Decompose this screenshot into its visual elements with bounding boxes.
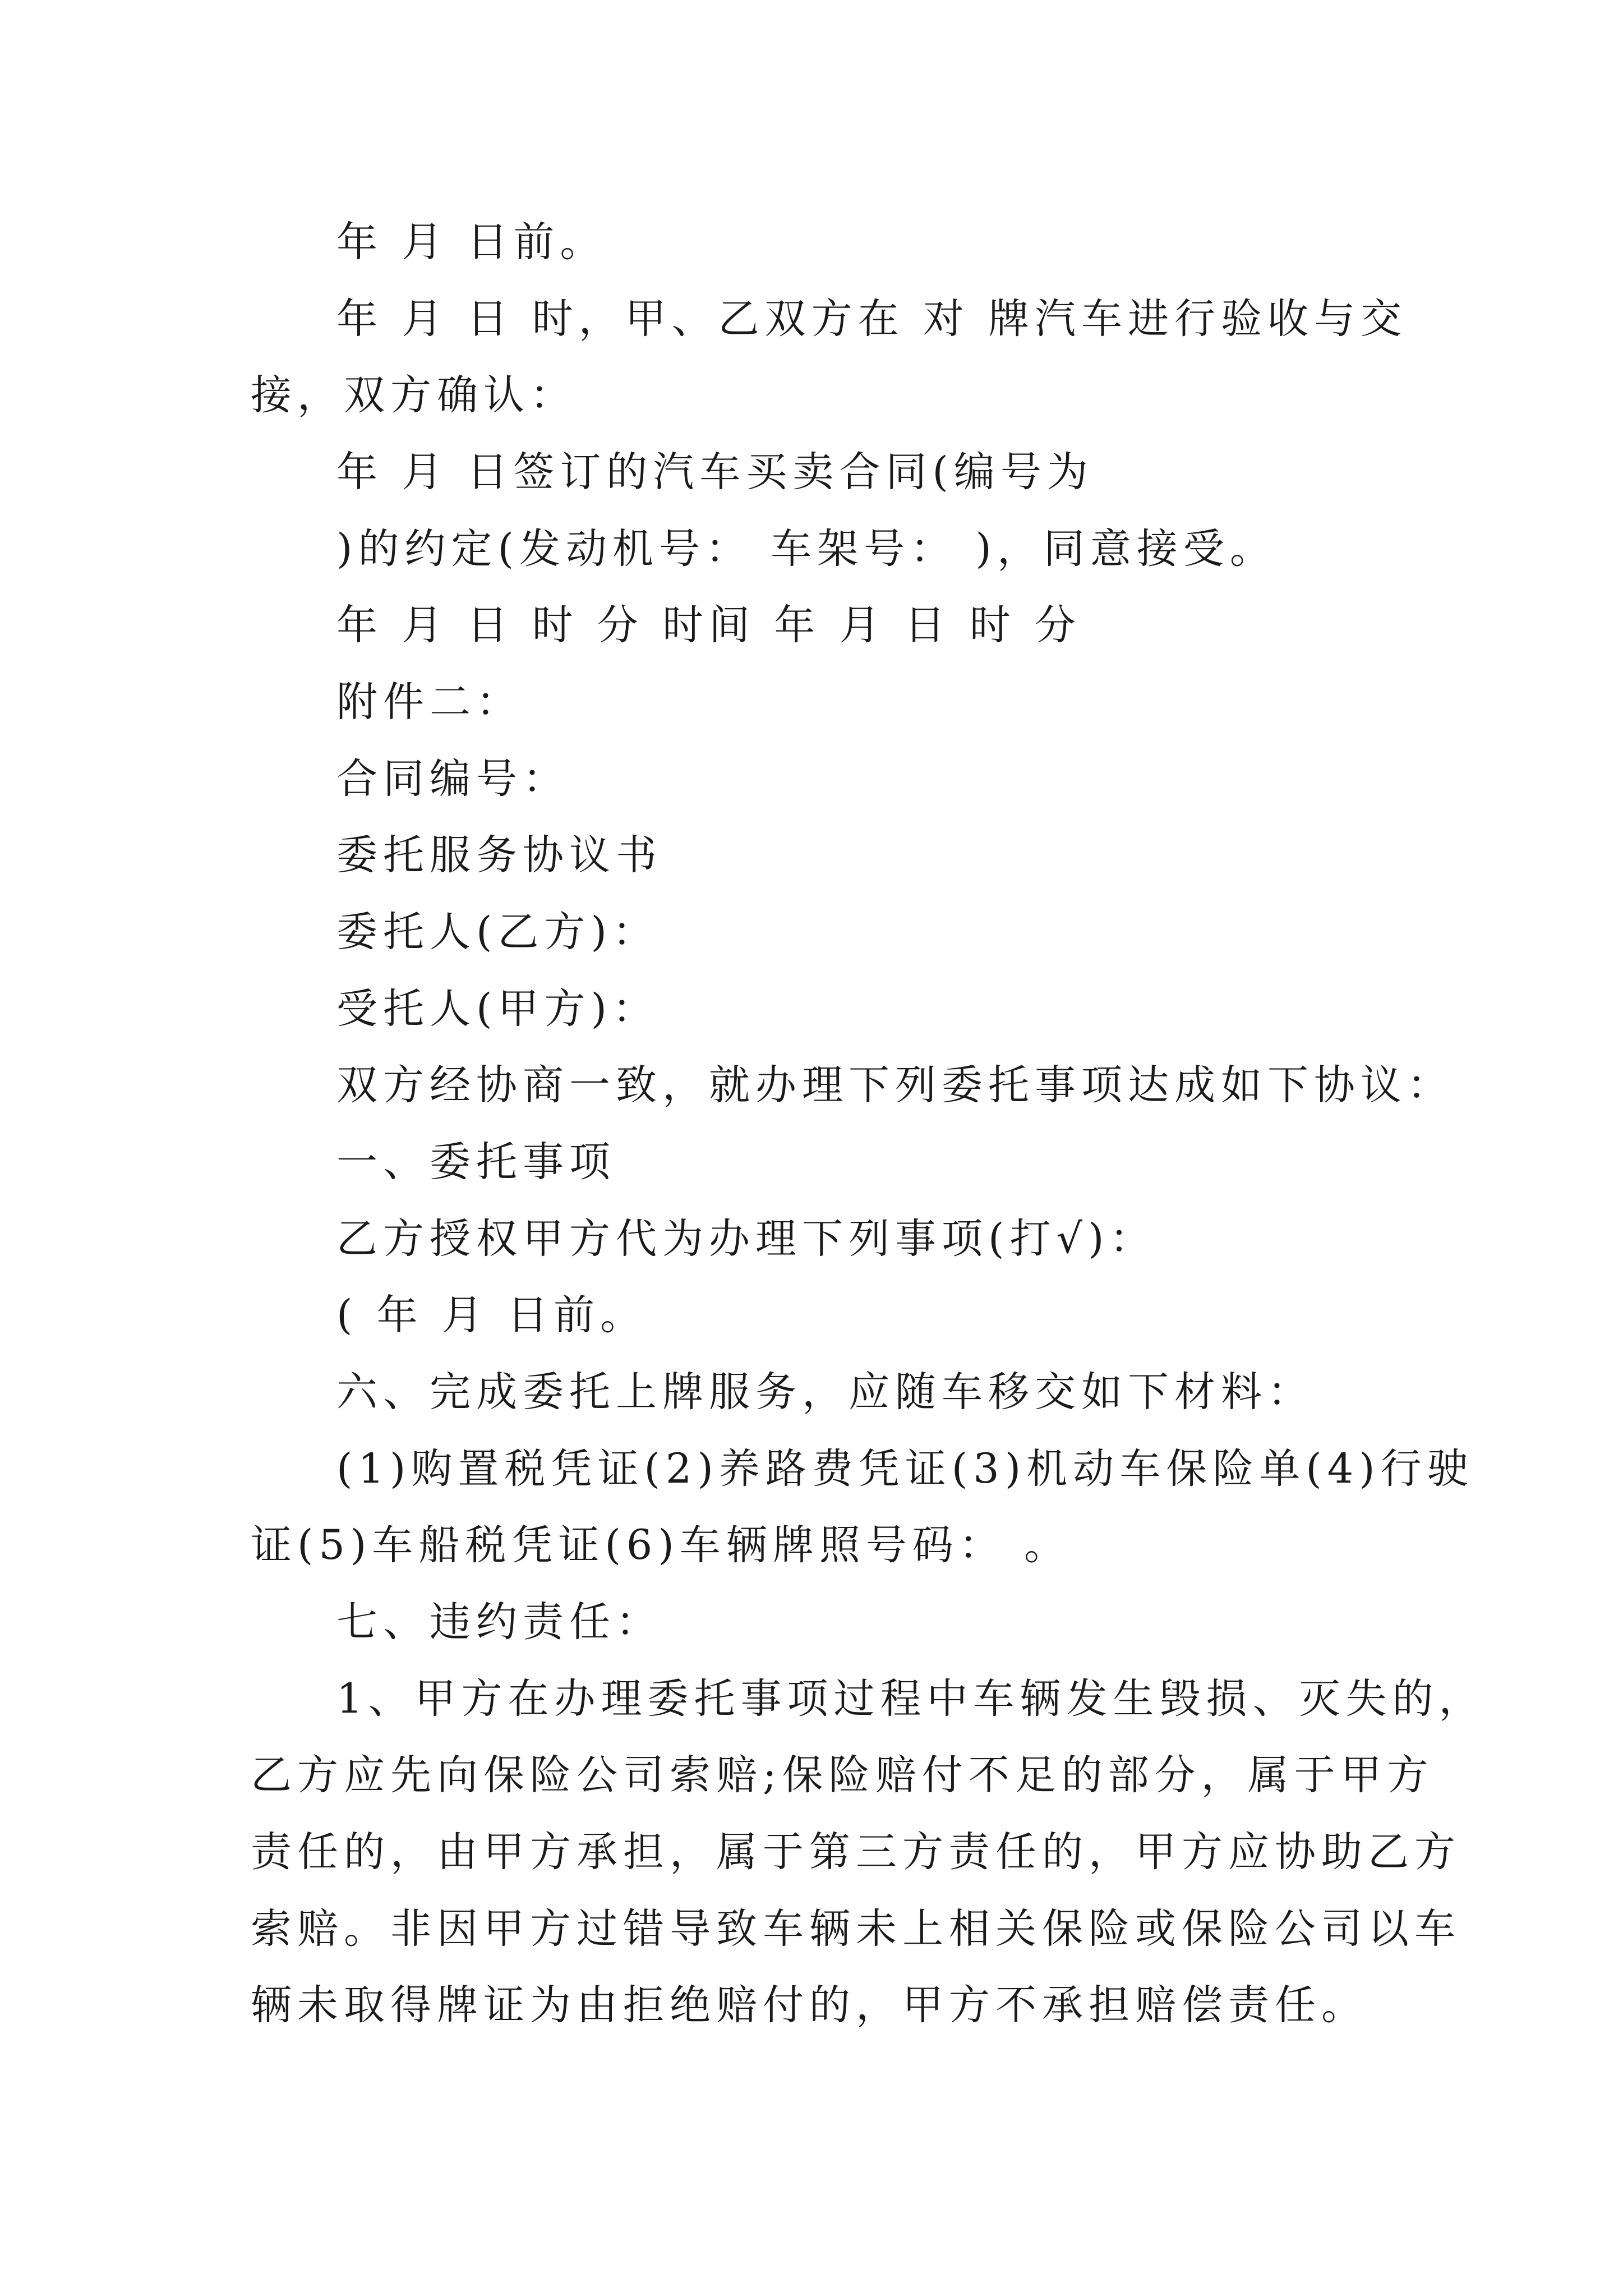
text-line: 年 月 日 时，甲、乙双方在 对 牌汽车进行验收与交 (336, 295, 1408, 343)
text-line: 1、甲方在办理委托事项过程中车辆发生毁损、灭失的， (336, 1675, 1486, 1723)
text-line: 年 月 日签订的汽车买卖合同(编号为 (336, 448, 1094, 496)
text-line: 附件二： (336, 678, 523, 726)
text-line: 双方经协商一致，就办理下列委托事项达成如下协议： (336, 1061, 1454, 1109)
text-line: ( 年 月 日前。 (336, 1291, 647, 1339)
text-line: 索赔。非因甲方过错导致车辆未上相关保险或保险公司以车 (251, 1905, 1461, 1953)
text-line: 委托服务协议书 (336, 831, 662, 879)
text-line: (1)购置税凭证(2)养路费凭证(3)机动车保险单(4)行驶 (336, 1445, 1474, 1493)
text-line: 乙方授权甲方代为办理下列事项(打√)： (336, 1215, 1156, 1263)
text-line: 辆未取得牌证为由拒绝赔付的，甲方不承担赔偿责任。 (251, 1981, 1368, 2029)
text-line: 年 月 日 时 分 时间 年 月 日 时 分 (336, 601, 1082, 649)
text-line: 七、违约责任： (336, 1598, 662, 1646)
text-line: 乙方应先向保险公司索赔;保险赔付不足的部分，属于甲方 (251, 1751, 1434, 1799)
text-line: 六、完成委托上牌服务，应随车移交如下材料： (336, 1368, 1314, 1416)
text-line: 受托人(甲方)： (336, 985, 659, 1033)
text-line: 合同编号： (336, 755, 569, 803)
text-line: 责任的，由甲方承担，属于第三方责任的，甲方应协助乙方 (251, 1828, 1461, 1876)
text-line: 委托人(乙方)： (336, 908, 659, 956)
text-line: )的约定(发动机号： 车架号： )，同意接受。 (336, 525, 1276, 573)
text-line: 证(5)车船税凭证(6)车辆牌照号码： 。 (251, 1521, 1071, 1569)
text-line: 年 月 日前。 (336, 218, 607, 266)
text-line: 接，双方确认： (251, 371, 577, 419)
text-line: 一、委托事项 (336, 1138, 616, 1186)
